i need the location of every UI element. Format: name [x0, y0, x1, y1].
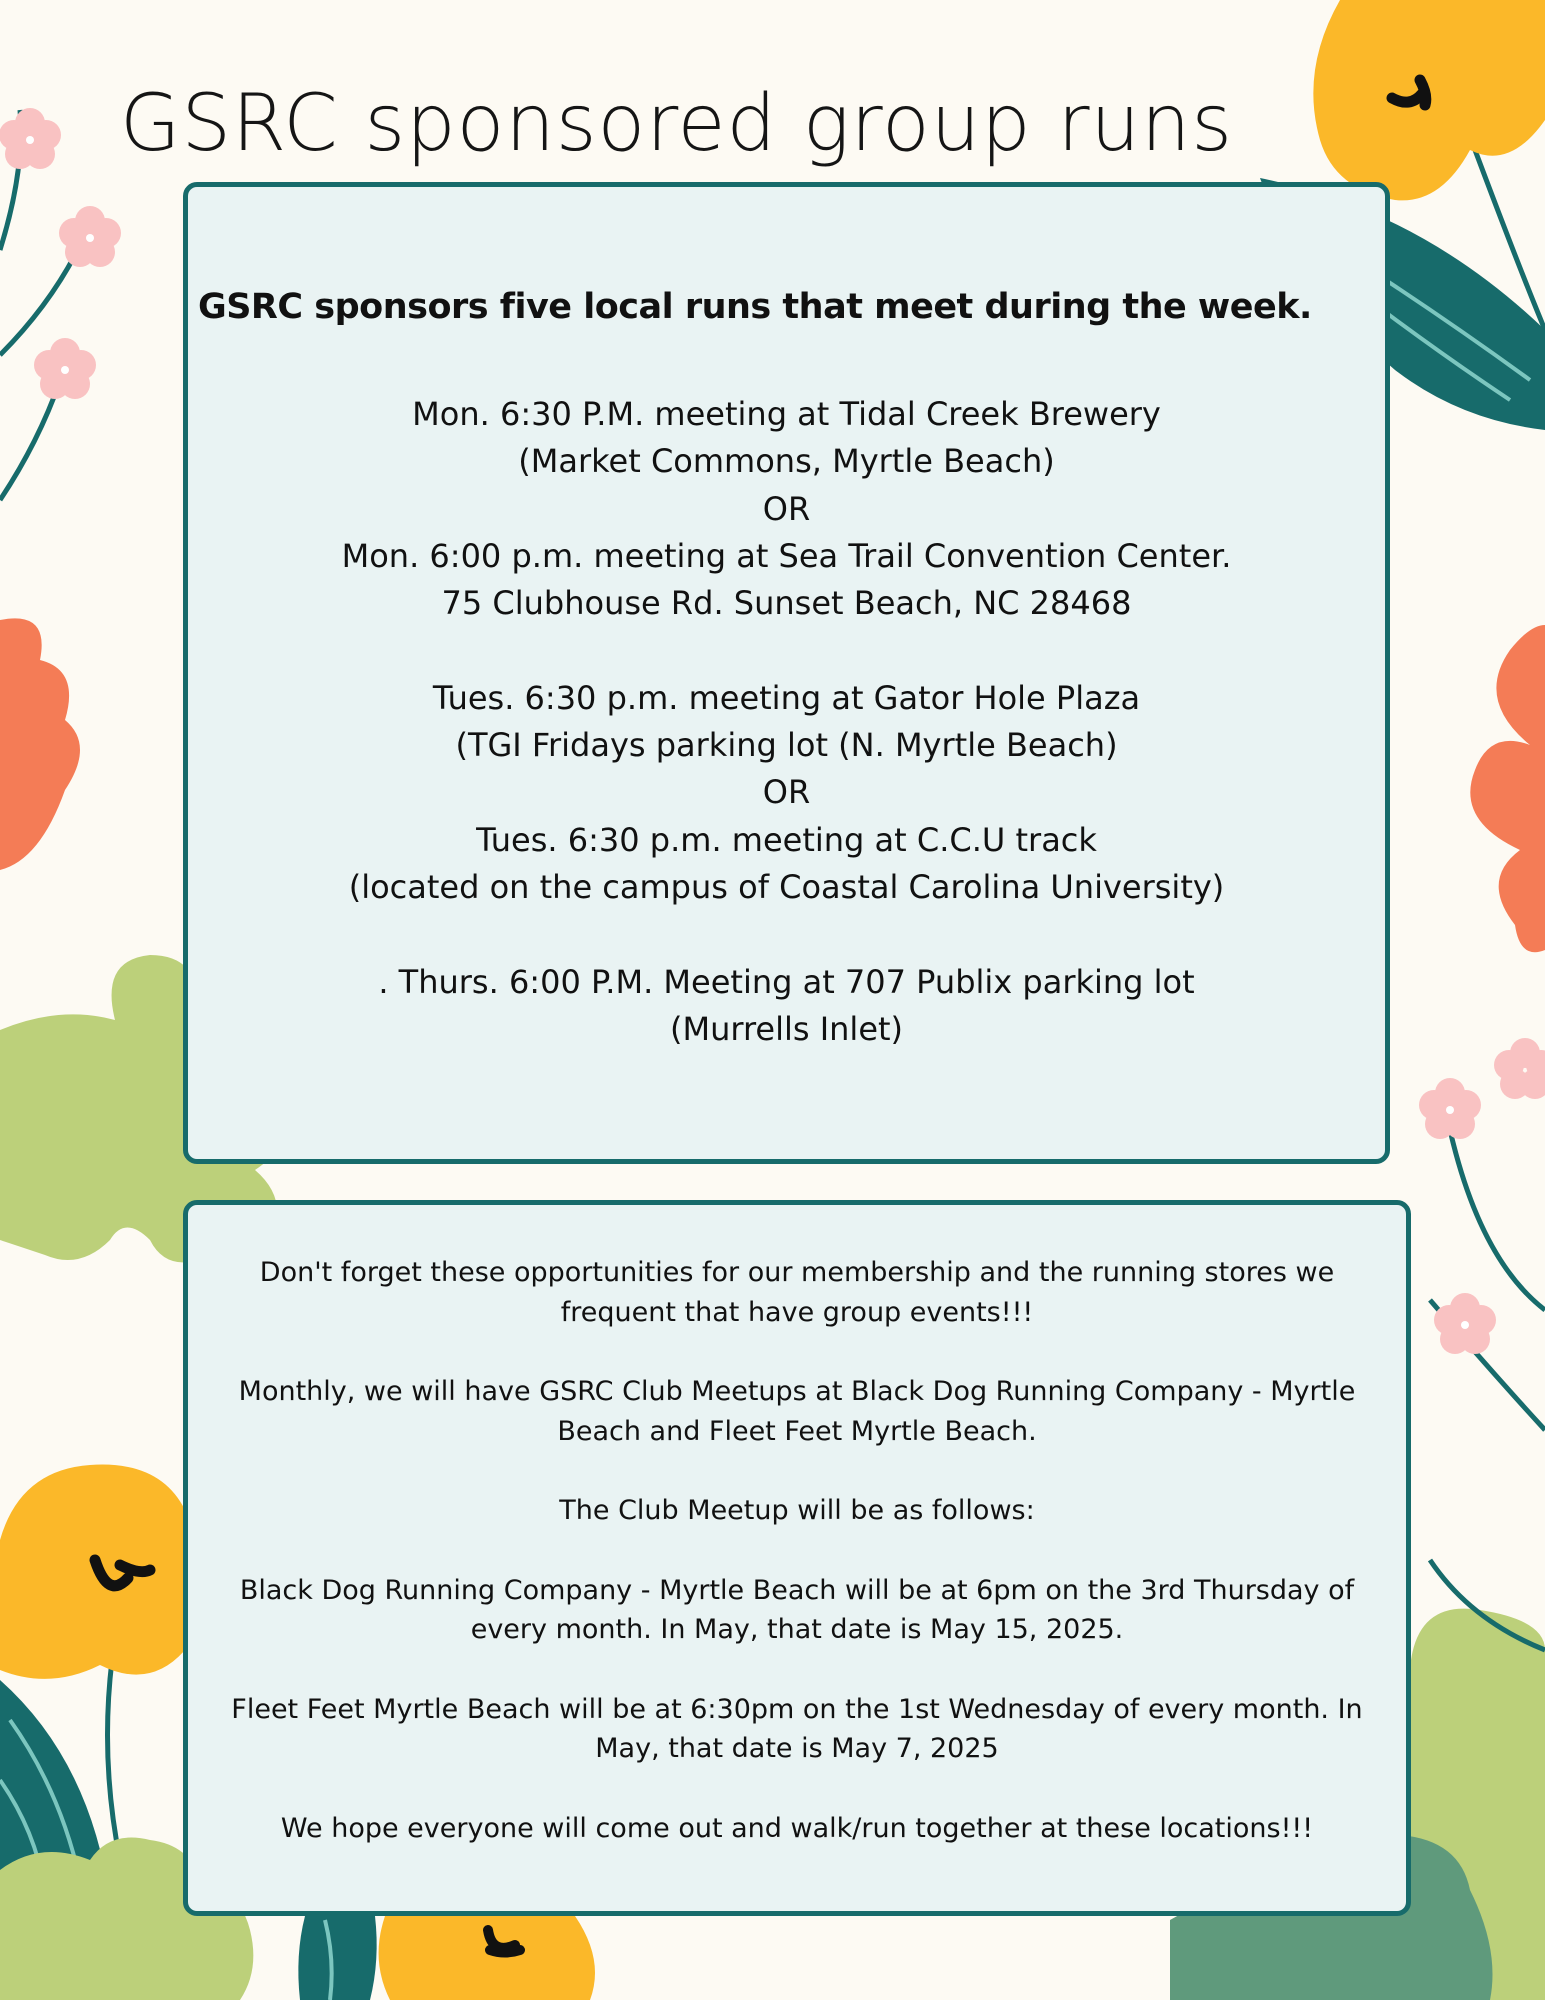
thursday-run-location: (Murrells Inlet) [669, 1009, 904, 1048]
monday-or-separator: OR [762, 489, 811, 528]
orange-flower-right-icon [1470, 625, 1545, 952]
runs-heading: GSRC sponsors five local runs that meet during the week. [198, 287, 1312, 327]
pink-flower-stems-right-icon [1419, 1038, 1545, 1430]
page-title: GSRC sponsored group runs [120, 79, 1234, 169]
reminder-paragraph: Don't forget these opportunities for our membership and the running stores we frequent that have group events!!! [259, 1257, 1335, 1328]
yellow-flower-bottom-center-icon [379, 1916, 595, 2000]
tuesday-run-b-line: Tues. 6:30 p.m. meeting at C.C.U track [476, 820, 1097, 859]
meetup-intro-paragraph: The Club Meetup will be as follows: [559, 1495, 1035, 1527]
orange-flower-left-icon [0, 618, 80, 870]
monday-run-b-line: Mon. 6:00 p.m. meeting at Sea Trail Convention Center. [341, 536, 1232, 575]
monday-run-b-address: 75 Clubhouse Rd. Sunset Beach, NC 28468 [441, 584, 1132, 623]
monthly-meetup-paragraph: Monthly, we will have GSRC Club Meetups at Black Dog Running Company - Myrtle Beach and Fleet Feet Myrtle Beach. [238, 1376, 1356, 1447]
runs-schedule [188, 391, 1385, 1053]
pink-flower-stems-left-icon [0, 108, 121, 500]
fleet-feet-meetup-paragraph: Fleet Feet Myrtle Beach will be at 6:30pm on the 1st Wednesday of every month. In May, that date is May 7, 2025 [231, 1693, 1363, 1765]
tuesday-run-b-location: (located on the campus of Coastal Carolina University) [348, 867, 1225, 906]
closing-paragraph: We hope everyone will come out and walk/run together at these locations!!! [280, 1812, 1314, 1844]
spacer [188, 627, 1385, 674]
black-dog-meetup-paragraph: Black Dog Running Company - Myrtle Beach will be at 6pm on the 3rd Thursday of every month. In May, that date is May 15, 2025. [239, 1574, 1355, 1646]
monday-run-a-location: (Market Commons, Myrtle Beach) [518, 442, 1055, 481]
spacer [188, 911, 1385, 958]
club-meetup-info [212, 1253, 1382, 1848]
group-runs-panel [183, 182, 1390, 1164]
teal-leaf-bottom-center-icon [298, 1916, 376, 2000]
tuesday-run-a-line: Tues. 6:30 p.m. meeting at Gator Hole Plaza [432, 678, 1141, 717]
monday-run-a-line: Mon. 6:30 P.M. meeting at Tidal Creek Brewery [412, 395, 1161, 433]
tuesday-or-separator: OR [762, 773, 811, 812]
tuesday-run-a-location: (TGI Fridays parking lot (N. Myrtle Beach) [455, 726, 1118, 765]
club-meetup-panel [183, 1200, 1411, 1916]
thursday-run-line: . Thurs. 6:00 P.M. Meeting at 707 Publix parking lot [378, 962, 1195, 1001]
